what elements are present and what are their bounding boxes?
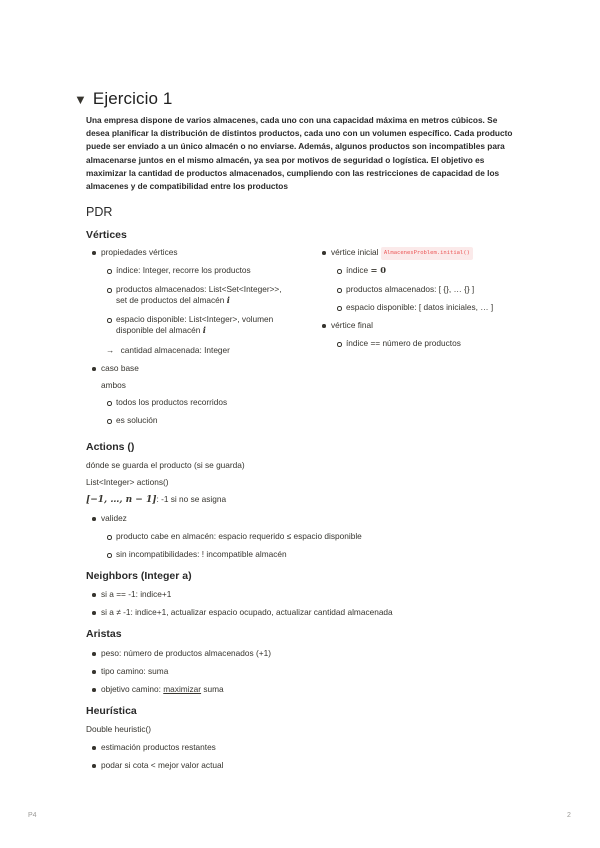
math-var-i: i bbox=[202, 325, 206, 335]
inline-code-chip: AlmacenesProblem.initial() bbox=[381, 247, 473, 260]
list-item-objetivo bbox=[101, 684, 224, 695]
toggle-triangle-icon[interactable]: ▼ bbox=[74, 91, 87, 107]
right-arrow-icon: → bbox=[106, 345, 115, 355]
espacio-line2 bbox=[116, 325, 273, 336]
list-item-tipo: tipo camino: suma bbox=[101, 666, 169, 676]
section-title-vertices: Vértices bbox=[86, 229, 127, 241]
list-item-almacenados bbox=[116, 284, 282, 306]
objetivo-label: objetivo camino: bbox=[101, 684, 164, 694]
list-item-espacio bbox=[116, 314, 273, 336]
heuristica-line1: Double heuristic() bbox=[86, 724, 152, 734]
ambos-text: ambos bbox=[101, 380, 126, 390]
intro-paragraph: Una empresa dispone de varios almacenes, cada uno con una capacidad máxima en metros cúbicos. Se desea planificar la distribución de distintos productos, cada uno con un volumen específico. Cada producto puede ser enviado a un único almacén o no enviarse. Además, algunos productos son incompatibles para almacenarse juntos en el mismo almacén, ya sea por motivos de seguridad o logística. El objetivo es maximizar la cantidad de productos almacenados, cumpliendo con las restricciones de capacidad de los almacenes y de compatibilidad entre los productos bbox=[86, 115, 513, 192]
indice-label: índice bbox=[346, 265, 371, 275]
list-item-estimacion: estimación productos restantes bbox=[101, 742, 216, 752]
cantidad-text: cantidad almacenada: Integer bbox=[120, 345, 230, 355]
toggle-heading[interactable] bbox=[74, 89, 172, 109]
actions-line2: List<Integer> actions() bbox=[86, 477, 169, 487]
list-item-propiedades: propiedades vértices bbox=[101, 247, 178, 257]
list-item-validez: validez bbox=[101, 513, 127, 523]
section-title-neighbors: Neighbors (Integer a) bbox=[86, 570, 192, 582]
list-item-peso: peso: número de productos almacenados (+1) bbox=[101, 648, 271, 658]
list-item-todos: todos los productos recorridos bbox=[116, 397, 228, 407]
list-item-solucion: es solución bbox=[116, 415, 158, 425]
page-number: 2 bbox=[567, 812, 571, 819]
espacio-line1: espacio disponible: List<Integer>, volumen bbox=[116, 314, 274, 324]
list-item-neighbor-2: si a ≠ -1: indice+1, actualizar espacio ocupado, actualizar cantidad almacenada bbox=[101, 607, 393, 617]
list-item-vertice-inicial bbox=[331, 247, 473, 260]
section-title-actions: Actions () bbox=[86, 441, 135, 453]
list-item-neighbor-1: si a == -1: indice+1 bbox=[101, 589, 172, 599]
range-text: : -1 si no se asigna bbox=[156, 494, 227, 504]
almacenados-line2 bbox=[116, 295, 282, 306]
section-title-heuristica: Heurística bbox=[86, 705, 137, 717]
list-item-inicial-almacenados: productos almacenados: [ {}, … {} ] bbox=[346, 284, 475, 294]
inicial-label: vértice inicial bbox=[331, 247, 381, 257]
list-item-inicial-espacio: espacio disponible: [ datos iniciales, … ] bbox=[346, 302, 494, 312]
almacenados-line1: productos almacenados: List<Set<Integer>>, bbox=[116, 284, 282, 294]
list-item-final-indice: índice == número de productos bbox=[346, 338, 461, 348]
objetivo-suffix: suma bbox=[201, 684, 224, 694]
list-item-podar: podar si cota < mejor valor actual bbox=[101, 760, 224, 770]
actions-line1: dónde se guarda el producto (si se guarda) bbox=[86, 460, 245, 470]
objetivo-underlined: maximizar bbox=[163, 684, 202, 694]
actions-range bbox=[86, 494, 226, 506]
list-item-indice: índice: Integer, recorre los productos bbox=[116, 265, 251, 275]
list-item-cabe: producto cabe en almacén: espacio requerido ≤ espacio disponible bbox=[116, 531, 362, 541]
espacio-text: disponible del almacén bbox=[116, 325, 203, 335]
list-item-inicial-indice bbox=[346, 265, 386, 276]
section-title-pdr: PDR bbox=[86, 205, 113, 219]
list-item-incompat: sin incompatibilidades: ! incompatible almacén bbox=[116, 549, 287, 559]
page-title: Ejercicio 1 bbox=[92, 89, 173, 108]
math-equals-zero: = 0 bbox=[370, 265, 387, 275]
footer-left: P4 bbox=[28, 812, 37, 819]
list-item-cantidad bbox=[106, 345, 230, 356]
math-range: [−1, …, n − 1] bbox=[86, 495, 157, 505]
almacenados-text: set de productos del almacén bbox=[116, 295, 227, 305]
math-var-i: i bbox=[226, 295, 230, 305]
list-item-vertice-final: vértice final bbox=[331, 320, 373, 330]
section-title-aristas: Aristas bbox=[86, 628, 122, 640]
list-item-caso-base: caso base bbox=[101, 363, 139, 373]
